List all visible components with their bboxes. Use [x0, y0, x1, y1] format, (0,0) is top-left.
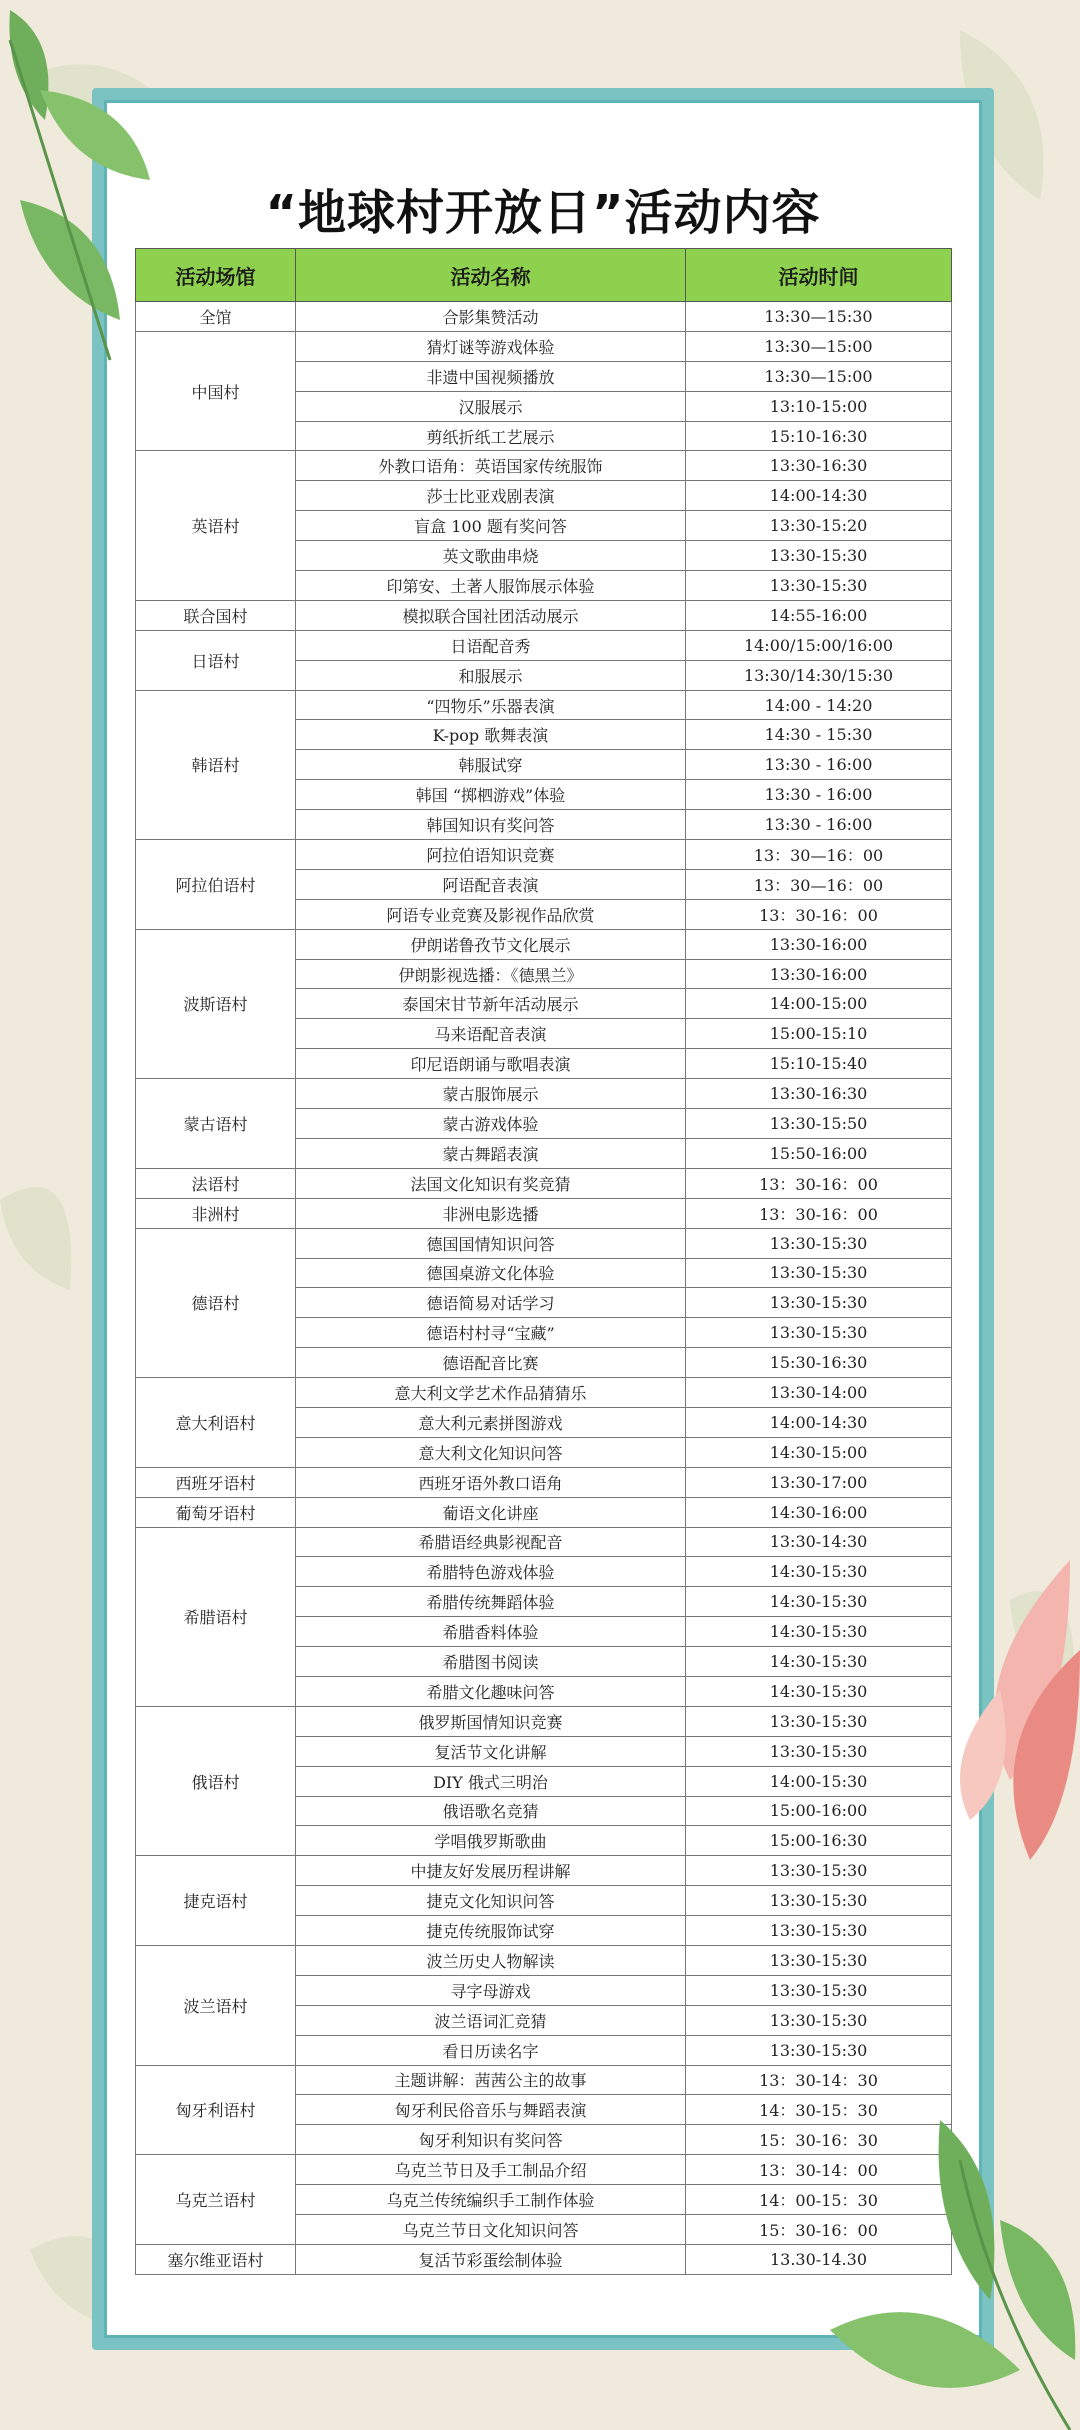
- activity-time-cell: 13：30—16：00: [686, 840, 952, 870]
- venue-cell: 西班牙语村: [136, 1467, 296, 1497]
- top-left-leaves: [0, 0, 170, 380]
- activity-name-cell: 复活节彩蛋绘制体验: [296, 2244, 686, 2274]
- activity-name-cell: 希腊香料体验: [296, 1617, 686, 1647]
- venue-cell: 非洲村: [136, 1198, 296, 1228]
- activity-time-cell: 13：30-14：00: [686, 2155, 952, 2185]
- activity-name-cell: 蒙古服饰展示: [296, 1079, 686, 1109]
- activity-time-cell: 13：30-16：00: [686, 899, 952, 929]
- venue-cell: 葡萄牙语村: [136, 1497, 296, 1527]
- activity-name-cell: 乌克兰节日及手工制品介绍: [296, 2155, 686, 2185]
- venue-cell: 韩语村: [136, 690, 296, 839]
- header-activity: 活动名称: [296, 249, 686, 302]
- activity-name-cell: 英文歌曲串烧: [296, 541, 686, 571]
- activity-name-cell: 德国桌游文化体验: [296, 1258, 686, 1288]
- activity-time-cell: 14：30-15：30: [686, 2095, 952, 2125]
- activity-time-cell: 14:00-15:30: [686, 1766, 952, 1796]
- activity-name-cell: 学唱俄罗斯歌曲: [296, 1826, 686, 1856]
- activity-time-cell: 13.30-14.30: [686, 2244, 952, 2274]
- activity-time-cell: 13:30-16:30: [686, 451, 952, 481]
- activity-time-cell: 13:30-15:30: [686, 1856, 952, 1886]
- table-row: [136, 1168, 952, 1198]
- table-row: [136, 1856, 952, 1886]
- activity-time-cell: 13:30-15:30: [686, 1945, 952, 1975]
- activity-time-cell: 13：30-16：00: [686, 1168, 952, 1198]
- activity-name-cell: 波兰语词汇竞猜: [296, 2005, 686, 2035]
- activity-time-cell: 14:00-14:30: [686, 481, 952, 511]
- activity-name-cell: 希腊传统舞蹈体验: [296, 1587, 686, 1617]
- activity-name-cell: 俄罗斯国情知识竞赛: [296, 1706, 686, 1736]
- activity-time-cell: 13:30-14:00: [686, 1378, 952, 1408]
- page-title: “地球村开放日”活动内容: [265, 185, 821, 241]
- table-row: [136, 600, 952, 630]
- activity-time-cell: 13:30-15:30: [686, 1706, 952, 1736]
- activity-name-cell: 泰国宋甘节新年活动展示: [296, 989, 686, 1019]
- activity-time-cell: 13:10-15:00: [686, 391, 952, 421]
- activity-name-cell: 韩国知识有奖问答: [296, 810, 686, 840]
- activity-name-cell: 印尼语朗诵与歌唱表演: [296, 1049, 686, 1079]
- activity-name-cell: 希腊图书阅读: [296, 1647, 686, 1677]
- activity-time-cell: 14:30-15:30: [686, 1557, 952, 1587]
- table-row: [136, 302, 952, 332]
- activity-time-cell: 13:30-15:50: [686, 1109, 952, 1139]
- activity-time-cell: 13:30-15:30: [686, 1228, 952, 1258]
- table-row: [136, 630, 952, 660]
- activity-time-cell: 14:30-15:30: [686, 1587, 952, 1617]
- activity-name-cell: 主题讲解：茜茜公主的故事: [296, 2065, 686, 2095]
- activity-name-cell: 乌克兰传统编织手工制作体验: [296, 2185, 686, 2215]
- activity-name-cell: 合影集赞活动: [296, 302, 686, 332]
- venue-cell: 法语村: [136, 1168, 296, 1198]
- activity-time-cell: 15:10-15:40: [686, 1049, 952, 1079]
- venue-cell: 全馆: [136, 302, 296, 332]
- venue-cell: 俄语村: [136, 1706, 296, 1855]
- activity-name-cell: 意大利文学艺术作品猜猜乐: [296, 1378, 686, 1408]
- schedule-table: [135, 248, 952, 2275]
- activity-time-cell: 14:30-15:00: [686, 1437, 952, 1467]
- activity-time-cell: 15：30-16：30: [686, 2125, 952, 2155]
- activity-time-cell: 14：00-15：30: [686, 2185, 952, 2215]
- activity-name-cell: 德语简易对话学习: [296, 1288, 686, 1318]
- activity-time-cell: 13:30-15:30: [686, 1258, 952, 1288]
- activity-name-cell: 复活节文化讲解: [296, 1736, 686, 1766]
- activity-time-cell: 15:00-15:10: [686, 1019, 952, 1049]
- table-row: [136, 929, 952, 959]
- activity-time-cell: 13:30-15:30: [686, 1975, 952, 2005]
- activity-name-cell: 模拟联合国社团活动展示: [296, 600, 686, 630]
- activity-name-cell: K-pop 歌舞表演: [296, 720, 686, 750]
- activity-name-cell: 捷克文化知识问答: [296, 1886, 686, 1916]
- activity-name-cell: “四物乐”乐器表演: [296, 690, 686, 720]
- activity-time-cell: 15:50-16:00: [686, 1138, 952, 1168]
- activity-time-cell: 13：30-16：00: [686, 1198, 952, 1228]
- venue-cell: 塞尔维亚语村: [136, 2244, 296, 2274]
- activity-time-cell: 13:30—15:30: [686, 302, 952, 332]
- activity-time-cell: 13:30/14:30/15:30: [686, 660, 952, 690]
- table-row: [136, 1378, 952, 1408]
- activity-time-cell: 14:30-15:30: [686, 1676, 952, 1706]
- venue-cell: 联合国村: [136, 600, 296, 630]
- venue-cell: 英语村: [136, 451, 296, 600]
- activity-time-cell: 13:30 - 16:00: [686, 780, 952, 810]
- activity-name-cell: 波兰历史人物解读: [296, 1945, 686, 1975]
- venue-cell: 德语村: [136, 1228, 296, 1377]
- activity-name-cell: 捷克传统服饰试穿: [296, 1916, 686, 1946]
- venue-cell: 中国村: [136, 331, 296, 451]
- activity-name-cell: 伊朗诺鲁孜节文化展示: [296, 929, 686, 959]
- activity-name-cell: 外教口语角：英语国家传统服饰: [296, 451, 686, 481]
- activity-name-cell: 法国文化知识有奖竞猜: [296, 1168, 686, 1198]
- activity-time-cell: 13:30-15:30: [686, 1886, 952, 1916]
- activity-name-cell: 希腊文化趣味问答: [296, 1676, 686, 1706]
- activity-time-cell: 15：30-16：00: [686, 2215, 952, 2245]
- activity-name-cell: 乌克兰节日文化知识问答: [296, 2215, 686, 2245]
- venue-cell: 波斯语村: [136, 929, 296, 1078]
- activity-name-cell: 非洲电影选播: [296, 1198, 686, 1228]
- venue-cell: 希腊语村: [136, 1527, 296, 1706]
- activity-time-cell: 14:00-15:00: [686, 989, 952, 1019]
- activity-name-cell: 盲盒 100 题有奖问答: [296, 511, 686, 541]
- activity-time-cell: 13：30—16：00: [686, 869, 952, 899]
- table-row: [136, 1497, 952, 1527]
- activity-time-cell: 14:55-16:00: [686, 600, 952, 630]
- activity-time-cell: 13:30-15:30: [686, 1288, 952, 1318]
- activity-name-cell: 西班牙语外教口语角: [296, 1467, 686, 1497]
- activity-name-cell: 意大利元素拼图游戏: [296, 1407, 686, 1437]
- activity-time-cell: 14:00/15:00/16:00: [686, 630, 952, 660]
- activity-time-cell: 13:30 - 16:00: [686, 810, 952, 840]
- activity-name-cell: 匈牙利知识有奖问答: [296, 2125, 686, 2155]
- activity-time-cell: 13:30—15:00: [686, 361, 952, 391]
- activity-time-cell: 13:30-15:30: [686, 541, 952, 571]
- venue-cell: 捷克语村: [136, 1856, 296, 1946]
- venue-cell: 日语村: [136, 630, 296, 690]
- activity-name-cell: 印第安、土著人服饰展示体验: [296, 571, 686, 601]
- venue-cell: 阿拉伯语村: [136, 840, 296, 930]
- activity-time-cell: 14:00 - 14:20: [686, 690, 952, 720]
- table-row: [136, 1467, 952, 1497]
- activity-time-cell: 14:30-16:00: [686, 1497, 952, 1527]
- activity-name-cell: 马来语配音表演: [296, 1019, 686, 1049]
- activity-name-cell: 德语配音比赛: [296, 1348, 686, 1378]
- activity-time-cell: 13:30 - 16:00: [686, 750, 952, 780]
- activity-name-cell: 希腊语经典影视配音: [296, 1527, 686, 1557]
- venue-cell: 波兰语村: [136, 1945, 296, 2065]
- schedule-paper: [108, 118, 978, 2332]
- activity-name-cell: 俄语歌名竞猜: [296, 1796, 686, 1826]
- activity-name-cell: 和服展示: [296, 660, 686, 690]
- activity-time-cell: 13:30-16:00: [686, 959, 952, 989]
- activity-time-cell: 15:10-16:30: [686, 421, 952, 451]
- activity-name-cell: 蒙古游戏体验: [296, 1109, 686, 1139]
- activity-time-cell: 13:30-16:30: [686, 1079, 952, 1109]
- activity-name-cell: 意大利文化知识问答: [296, 1437, 686, 1467]
- activity-time-cell: 13:30-15:30: [686, 2035, 952, 2065]
- activity-name-cell: 阿拉伯语知识竞赛: [296, 840, 686, 870]
- table-row: [136, 331, 952, 361]
- pink-flower: [940, 1560, 1080, 1890]
- activity-time-cell: 15:00-16:00: [686, 1796, 952, 1826]
- activity-time-cell: 13:30-17:00: [686, 1467, 952, 1497]
- activity-name-cell: 寻字母游戏: [296, 1975, 686, 2005]
- activity-name-cell: 中捷友好发展历程讲解: [296, 1856, 686, 1886]
- table-body: [136, 302, 952, 2275]
- venue-cell: 蒙古语村: [136, 1079, 296, 1169]
- activity-time-cell: 13:30-15:30: [686, 2005, 952, 2035]
- table-row: [136, 690, 952, 720]
- activity-name-cell: 蒙古舞蹈表演: [296, 1138, 686, 1168]
- activity-time-cell: 13:30-16:00: [686, 929, 952, 959]
- activity-name-cell: 德国国情知识问答: [296, 1228, 686, 1258]
- activity-time-cell: 13:30-15:30: [686, 1916, 952, 1946]
- table-row: [136, 840, 952, 870]
- table-row: [136, 1945, 952, 1975]
- bottom-right-leaves: [820, 2100, 1080, 2430]
- activity-time-cell: 13:30-15:30: [686, 1736, 952, 1766]
- activity-name-cell: 阿语专业竞赛及影视作品欣赏: [296, 899, 686, 929]
- activity-name-cell: 葡语文化讲座: [296, 1497, 686, 1527]
- venue-cell: 匈牙利语村: [136, 2065, 296, 2155]
- table-row: [136, 1706, 952, 1736]
- activity-time-cell: 13:30—15:00: [686, 331, 952, 361]
- activity-name-cell: 韩服试穿: [296, 750, 686, 780]
- activity-time-cell: 14:30-15:30: [686, 1647, 952, 1677]
- table-row: [136, 1198, 952, 1228]
- activity-name-cell: 匈牙利民俗音乐与舞蹈表演: [296, 2095, 686, 2125]
- activity-time-cell: 13:30-15:30: [686, 571, 952, 601]
- activity-name-cell: 阿语配音表演: [296, 869, 686, 899]
- venue-cell: 乌克兰语村: [136, 2155, 296, 2245]
- activity-name-cell: DIY 俄式三明治: [296, 1766, 686, 1796]
- table-header-row: [136, 249, 952, 302]
- activity-time-cell: 14:00-14:30: [686, 1407, 952, 1437]
- activity-name-cell: 看日历读名字: [296, 2035, 686, 2065]
- activity-time-cell: 15:30-16:30: [686, 1348, 952, 1378]
- activity-time-cell: 14:30-15:30: [686, 1617, 952, 1647]
- activity-time-cell: 14:30 - 15:30: [686, 720, 952, 750]
- activity-time-cell: 13:30-15:30: [686, 1318, 952, 1348]
- table-row: [136, 1079, 952, 1109]
- activity-name-cell: 日语配音秀: [296, 630, 686, 660]
- activity-name-cell: 韩国 “掷柶游戏”体验: [296, 780, 686, 810]
- activity-name-cell: 汉服展示: [296, 391, 686, 421]
- table-row: [136, 1527, 952, 1557]
- activity-time-cell: 13:30-14:30: [686, 1527, 952, 1557]
- activity-name-cell: 德语村村寻“宝藏”: [296, 1318, 686, 1348]
- activity-name-cell: 伊朗影视选播：《德黑兰》: [296, 959, 686, 989]
- header-time: 活动时间: [686, 249, 952, 302]
- activity-time-cell: 13：30-14：30: [686, 2065, 952, 2095]
- header-venue: 活动场馆: [136, 249, 296, 302]
- activity-time-cell: 13:30-15:20: [686, 511, 952, 541]
- table-row: [136, 1228, 952, 1258]
- activity-name-cell: 莎士比亚戏剧表演: [296, 481, 686, 511]
- venue-cell: 意大利语村: [136, 1378, 296, 1468]
- activity-time-cell: 15:00-16:30: [686, 1826, 952, 1856]
- activity-name-cell: 剪纸折纸工艺展示: [296, 421, 686, 451]
- table-row: [136, 2065, 952, 2095]
- table-row: [136, 451, 952, 481]
- activity-name-cell: 猜灯谜等游戏体验: [296, 331, 686, 361]
- activity-name-cell: 希腊特色游戏体验: [296, 1557, 686, 1587]
- activity-name-cell: 非遗中国视频播放: [296, 361, 686, 391]
